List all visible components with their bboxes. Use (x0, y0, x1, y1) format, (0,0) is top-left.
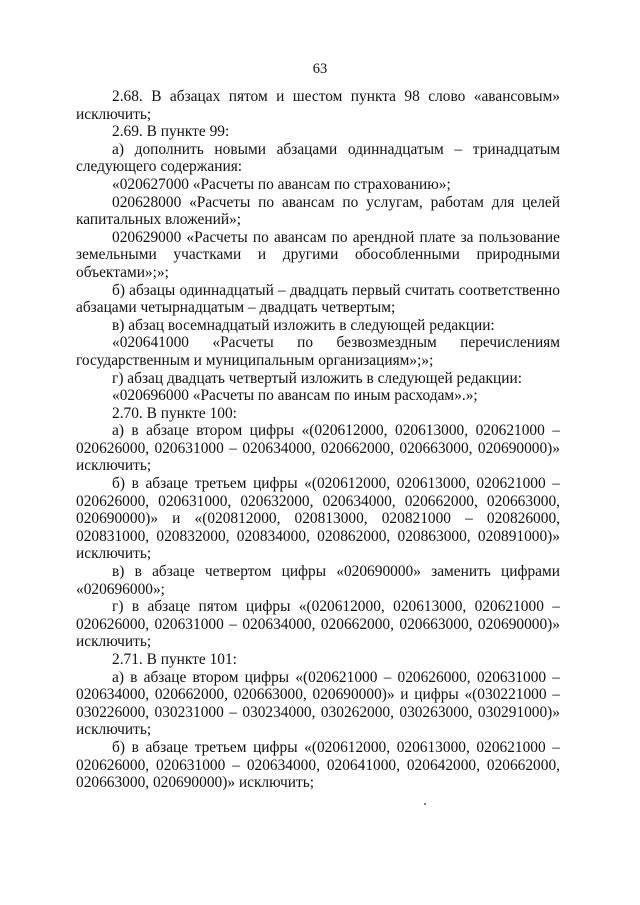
text-line: объектами»;»; (76, 263, 169, 281)
text-line: исключить; (76, 721, 152, 739)
text-line: исключить; (76, 633, 152, 651)
text-line: б) абзацы одиннадцатый – двадцать первый считать соответственно (112, 281, 560, 299)
paragraph (76, 176, 560, 194)
text-line: абзацами четырнадцатым – двадцать четвертым; (76, 299, 396, 317)
text-line: 020626000, 020631000, 020632000, 020634000, 020662000, 020663000, (76, 492, 560, 510)
text-line: 020831000, 020832000, 020834000, 020862000, 020863000, 020891000)» (76, 527, 560, 545)
text-line: 030226000, 030231000 – 030234000, 030262000, 030263000, 030291000)» (76, 703, 560, 721)
paragraph (76, 739, 560, 792)
paragraph (76, 669, 560, 739)
page-number: 63 (312, 61, 328, 77)
text-line: «020627000 «Расчеты по авансам по страхованию»; (112, 175, 451, 193)
paragraph (76, 405, 560, 423)
paragraph (76, 422, 560, 475)
paragraph (76, 317, 560, 335)
text-line: г) в абзаце пятом цифры «(020612000, 020613000, 020621000 – (112, 598, 560, 616)
text-line: в) в абзаце четвертом цифры «020690000» заменить цифрами (112, 563, 560, 581)
text-line: исключить; (76, 457, 152, 475)
text-line: а) в абзаце втором цифры «(020621000 – 020626000, 020631000 – (112, 668, 560, 686)
paragraph (76, 370, 560, 388)
scan-speck (424, 803, 426, 805)
paragraph (76, 229, 560, 282)
paragraph (76, 651, 560, 669)
text-line: государственным и муниципальным организациям»;»; (76, 351, 434, 369)
paragraph (76, 282, 560, 317)
text-line: следующего содержания: (76, 158, 243, 176)
text-line: 020626000, 020631000 – 020634000, 020641000, 020642000, 020662000, (76, 756, 560, 774)
text-line: 020663000, 020690000)» исключить; (76, 774, 315, 792)
text-line: 020629000 «Расчеты по авансам по арендной плате за пользование (112, 228, 560, 246)
text-line: 2.69. В пункте 99: (112, 123, 230, 141)
text-line: исключить; (76, 105, 152, 123)
text-line: 2.68. В абзацах пятом и шестом пункта 98 слово «авансовым» (112, 88, 560, 105)
text-line: 020628000 «Расчеты по авансам по услугам, работам для целей (112, 193, 560, 211)
text-line: г) абзац двадцать четвертый изложить в следующей редакции: (112, 369, 522, 387)
text-line: 020626000, 020631000 – 020634000, 020662000, 020663000, 020690000)» (76, 615, 560, 633)
text-line: «020641000 «Расчеты по безвозмездным перечислениям (112, 334, 560, 352)
paragraph (76, 387, 560, 405)
paragraph (76, 123, 560, 141)
paragraph (76, 88, 560, 123)
text-line: б) в абзаце третьем цифры «(020612000, 020613000, 020621000 – (112, 738, 560, 756)
text-line: 020690000)» и «(020812000, 020813000, 020821000 – 020826000, (76, 510, 560, 528)
text-line: земельными участками и другими обособленными природными (76, 246, 560, 264)
paragraph (76, 194, 560, 229)
text-line: а) дополнить новыми абзацами одиннадцатым – тринадцатым (112, 140, 560, 158)
text-line: а) в абзаце втором цифры «(020612000, 020613000, 020621000 – (112, 422, 560, 440)
text-line: «020696000»; (76, 580, 165, 598)
paragraph (76, 598, 560, 651)
document-body (76, 88, 560, 792)
text-line: 2.71. В пункте 101: (112, 651, 237, 668)
text-line: 2.70. В пункте 100: (112, 404, 237, 422)
paragraph (76, 334, 560, 369)
text-line: «020696000 «Расчеты по авансам по иным расходам».»; (112, 387, 478, 405)
text-line: 020626000, 020631000 – 020634000, 020662000, 020663000, 020690000)» (76, 439, 560, 457)
text-line: капитальных вложений»; (76, 211, 242, 229)
text-line: исключить; (76, 545, 152, 563)
text-line: 020634000, 020662000, 020663000, 020690000)» и цифры «(030221000 – (76, 686, 560, 704)
text-line: в) абзац восемнадцатый изложить в следующей редакции: (112, 316, 495, 334)
text-line: б) в абзаце третьем цифры «(020612000, 020613000, 020621000 – (112, 475, 560, 493)
paragraph (76, 475, 560, 563)
paragraph (76, 563, 560, 598)
paragraph (76, 141, 560, 176)
